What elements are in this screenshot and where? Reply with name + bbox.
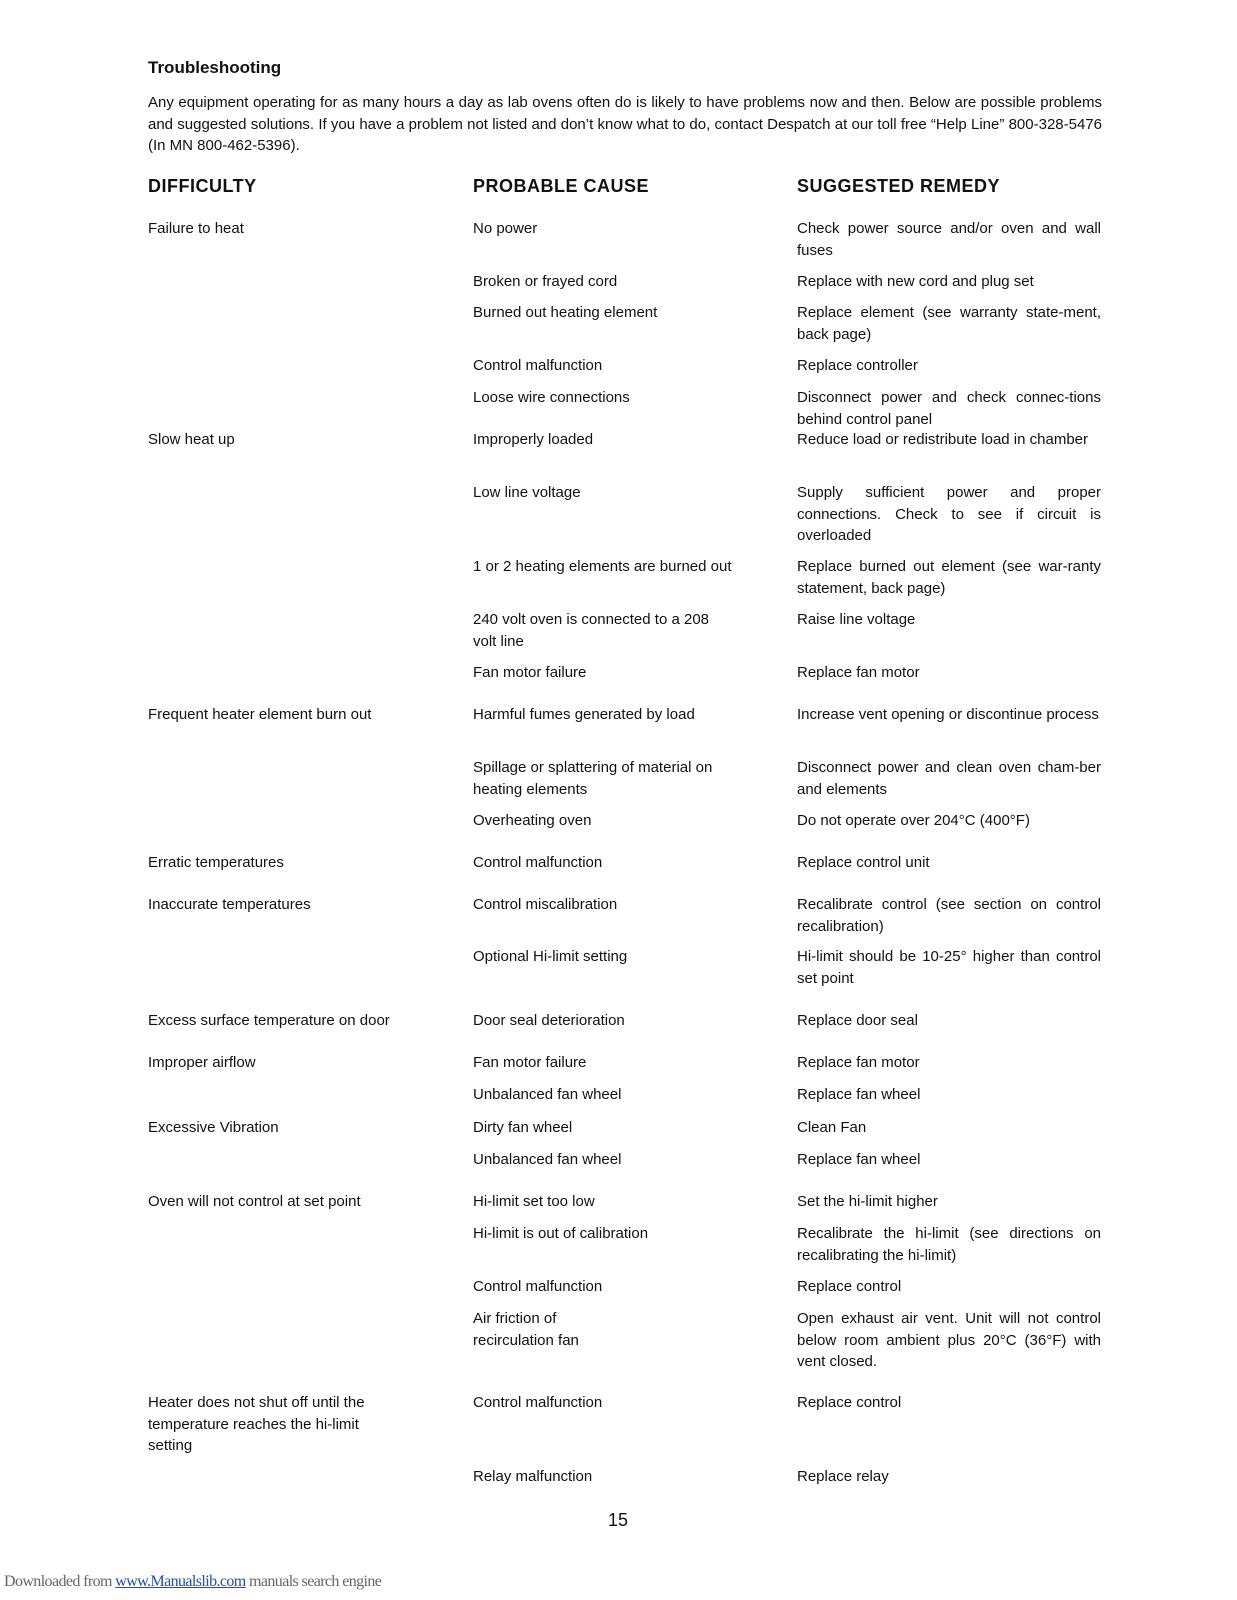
cause-item: Optional Hi-limit setting <box>473 948 628 965</box>
remedy-item: Replace control <box>797 1278 902 1295</box>
footer-prefix: Downloaded from <box>4 1573 116 1590</box>
remedy-item: Recalibrate control (see section on control recalibration) <box>797 896 1101 935</box>
difficulty-item: Oven will not control at set point <box>148 1193 361 1210</box>
cause-item: Low line voltage <box>473 484 581 501</box>
cause-item: Control malfunction <box>473 357 603 374</box>
difficulty-item: Failure to heat <box>148 220 244 237</box>
cause-item: Control malfunction <box>473 1394 603 1411</box>
remedy-item: Open exhaust air vent. Unit will not control below room ambient plus 20°C (36°F) with vent closed. <box>797 1310 1101 1370</box>
cause-item: Loose wire connections <box>473 389 630 406</box>
remedy-item: Replace fan motor <box>797 1054 920 1071</box>
page-title: Troubleshooting <box>148 58 282 77</box>
remedy-item: Replace burned out element (see war-ranty statement, back page) <box>797 558 1101 597</box>
remedy-item: Replace control unit <box>797 854 930 871</box>
header-probable-cause: PROBABLE CAUSE <box>473 176 650 196</box>
header-suggested-remedy: SUGGESTED REMEDY <box>797 176 1001 196</box>
manualslib-link[interactable]: www.Manualslib.com <box>115 1573 246 1590</box>
remedy-item: Raise line voltage <box>797 611 916 628</box>
header-difficulty: DIFFICULTY <box>148 176 257 196</box>
cause-item: Air friction of recirculation fan <box>473 1310 579 1349</box>
remedy-item: Replace control <box>797 1394 902 1411</box>
cause-item: Relay malfunction <box>473 1468 593 1485</box>
remedy-item: Hi-limit should be 10-25° higher than control set point <box>797 948 1101 987</box>
difficulty-item: Excessive Vibration <box>148 1119 279 1136</box>
remedy-item: Set the hi-limit higher <box>797 1193 938 1210</box>
cause-item: Control malfunction <box>473 854 603 871</box>
cause-item: 240 volt oven is connected to a 208 volt line <box>473 611 710 650</box>
difficulty-item: Erratic temperatures <box>148 854 284 871</box>
remedy-item: Recalibrate the hi-limit (see directions on recalibrating the hi-limit) <box>797 1225 1101 1264</box>
cause-item: Door seal deterioration <box>473 1012 625 1029</box>
remedy-item: Disconnect power and check connec-tions behind control panel <box>797 389 1101 428</box>
cause-item: Control miscalibration <box>473 896 618 913</box>
cause-item: Unbalanced fan wheel <box>473 1151 622 1168</box>
remedy-item: Replace with new cord and plug set <box>797 273 1034 290</box>
cause-item: Unbalanced fan wheel <box>473 1086 622 1103</box>
cause-item: Spillage or splattering of material on heating elements <box>473 759 713 798</box>
remedy-item: Replace relay <box>797 1468 889 1485</box>
cause-item: Fan motor failure <box>473 1054 587 1071</box>
difficulty-item: Heater does not shut off until the temperature reaches the hi-limit setting <box>148 1394 365 1454</box>
cause-item: Harmful fumes generated by load <box>473 706 695 723</box>
difficulty-item: Frequent heater element burn out <box>148 706 372 723</box>
footer-download-notice <box>4 1573 381 1591</box>
remedy-item: Supply sufficient power and proper connections. Check to see if circuit is overloaded <box>797 484 1101 544</box>
remedy-item: Replace fan wheel <box>797 1151 921 1168</box>
remedy-item: Check power source and/or oven and wall fuses <box>797 220 1101 259</box>
remedy-item: Do not operate over 204°C (400°F) <box>797 812 1030 829</box>
cause-item: Overheating oven <box>473 812 592 829</box>
remedy-item: Replace door seal <box>797 1012 918 1029</box>
cause-item: No power <box>473 220 538 237</box>
cause-item: 1 or 2 heating elements are burned out <box>473 558 732 575</box>
difficulty-item: Inaccurate temperatures <box>148 896 311 913</box>
difficulty-item: Improper airflow <box>148 1054 256 1071</box>
cause-item: Dirty fan wheel <box>473 1119 573 1136</box>
remedy-item: Replace fan motor <box>797 664 920 681</box>
remedy-item: Reduce load or redistribute load in chamber <box>797 431 1088 448</box>
page-number: 15 <box>608 1510 629 1530</box>
difficulty-item: Excess surface temperature on door <box>148 1012 390 1029</box>
intro-paragraph: Any equipment operating for as many hours a day as lab ovens often do is likely to have problems now and then. Below are possible problems and suggested solutions. If you have a problem not listed and don’t know what to do, contact Despatch at our toll free “Help Line” 800-328-5476 (In MN 800-462-5396). <box>148 94 1102 154</box>
remedy-item: Disconnect power and clean oven cham-ber and elements <box>797 759 1101 798</box>
remedy-item: Replace fan wheel <box>797 1086 921 1103</box>
cause-item: Hi-limit is out of calibration <box>473 1225 649 1242</box>
cause-item: Improperly loaded <box>473 431 594 448</box>
cause-item: Hi-limit set too low <box>473 1193 595 1210</box>
remedy-item: Replace controller <box>797 357 918 374</box>
footer-suffix: manuals search engine <box>245 1573 382 1590</box>
cause-item: Burned out heating element <box>473 304 658 321</box>
cause-item: Broken or frayed cord <box>473 273 618 290</box>
cause-item: Control malfunction <box>473 1278 603 1295</box>
remedy-item: Increase vent opening or discontinue process <box>797 706 1099 723</box>
cause-item: Fan motor failure <box>473 664 587 681</box>
difficulty-item: Slow heat up <box>148 431 235 448</box>
remedy-item: Clean Fan <box>797 1119 867 1136</box>
remedy-item: Replace element (see warranty state-ment, back page) <box>797 304 1101 343</box>
